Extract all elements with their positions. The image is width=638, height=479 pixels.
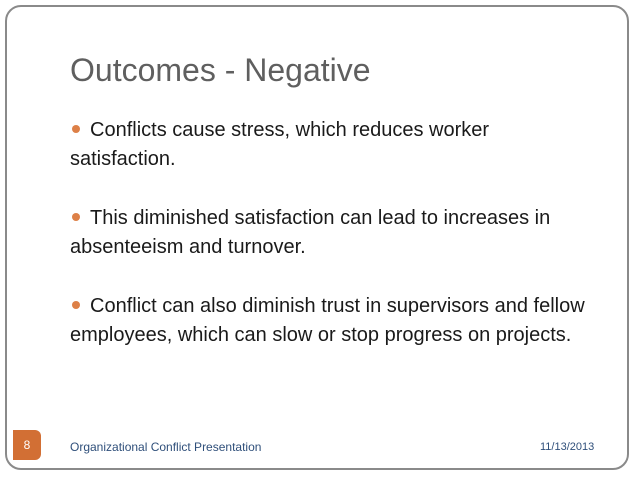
bullet-dot-icon — [72, 125, 80, 133]
bullet-item — [70, 116, 590, 174]
slide-number: 8 — [23, 438, 31, 452]
bullet-text: Conflicts cause stress, which reduces worker satisfaction. — [70, 119, 490, 170]
bullet-list — [70, 116, 590, 380]
bullet-text: This diminished satisfaction can lead to increases in absenteeism and turnover. — [70, 207, 551, 258]
footer-presentation-title: Organizational Conflict Presentation — [70, 440, 262, 454]
footer-date: 11/13/2013 — [540, 441, 595, 453]
slide-number-badge — [13, 430, 41, 460]
bullet-text: Conflict can also diminish trust in supervisors and fellow employees, which can slow or stop progress on projects. — [70, 295, 585, 346]
bullet-dot-icon — [72, 301, 80, 309]
slide-title: Outcomes - Negative — [70, 52, 371, 88]
bullet-item — [70, 204, 590, 262]
bullet-item — [70, 292, 590, 350]
bullet-dot-icon — [72, 213, 80, 221]
